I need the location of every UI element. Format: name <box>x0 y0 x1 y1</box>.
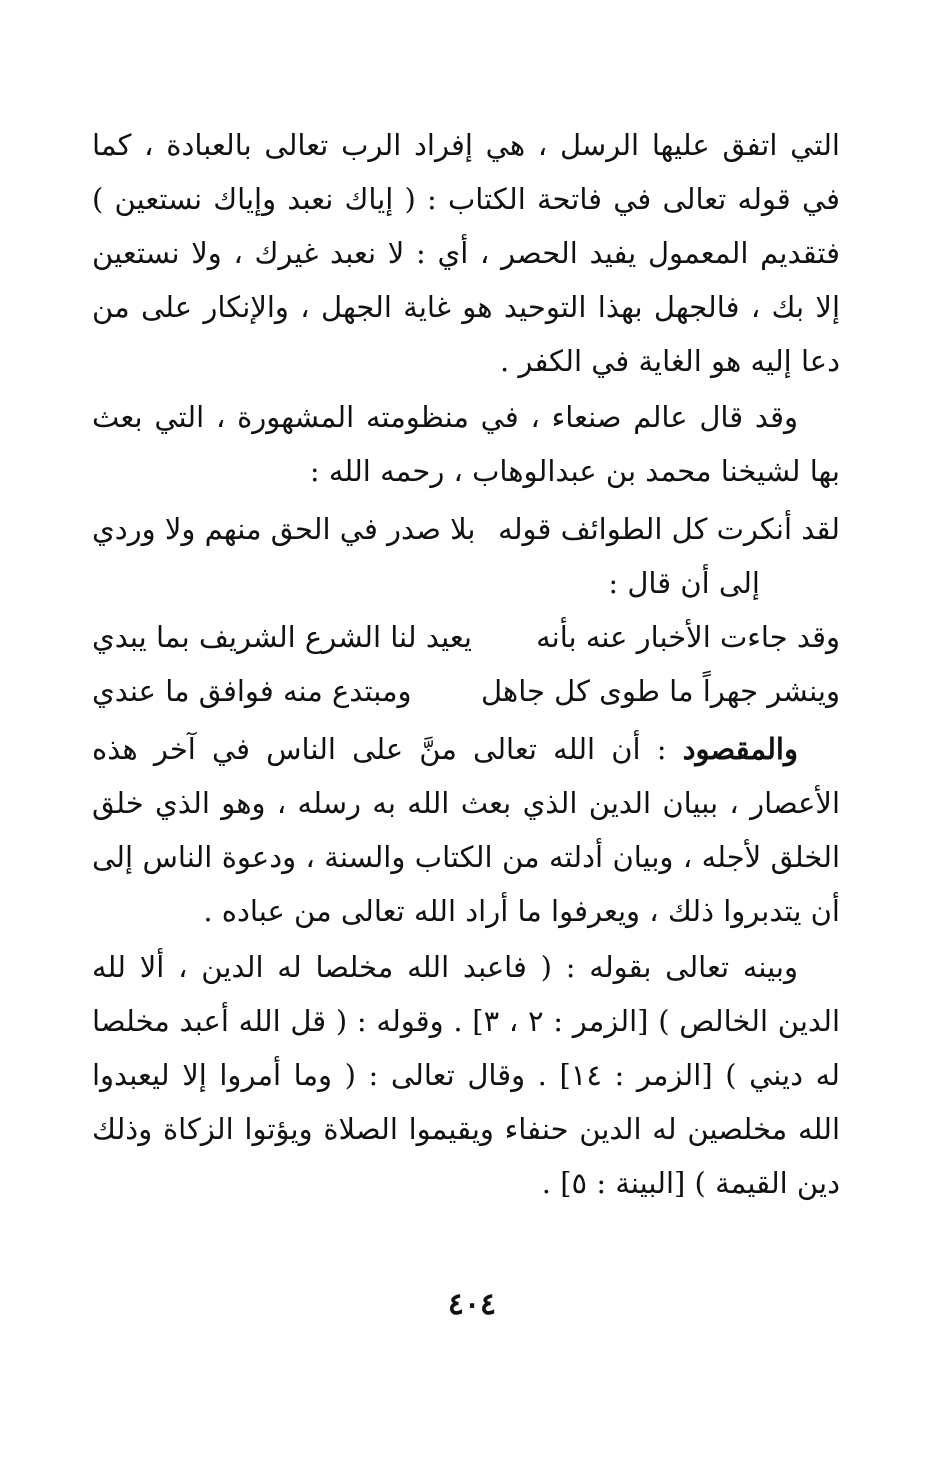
poem-interlude: إلى أن قال : <box>608 566 760 600</box>
page-number: ٤٠٤ <box>447 1287 497 1322</box>
poem-verse-3 <box>92 664 840 718</box>
maqsud-text: : أن الله تعالى منَّ على الناس في آخر هذه الأعصار ، ببيان الدين الذي بعث الله به رسله ، وهو الذي خلق الخلق لأجله ، وبيان أدلته من الكتاب والسنة ، ودعوة الناس إلى أن يتدبروا ذلك ، ويعرفوا ما أراد الله تعالى من عباده . <box>92 732 840 928</box>
hemistich-second: ومبتدع منه فوافق ما عندي <box>92 674 412 708</box>
body-text <box>92 118 840 1210</box>
hemistich-second: يعيد لنا الشرع الشريف بما يبدي <box>92 620 472 654</box>
paragraph-quran-verses: وبينه تعالى بقوله : ( فاعبد الله مخلصا له الدين ، ألا لله الدين الخالص ) [الزمر : ٢ ، ٣] . وقوله : ( قل الله أعبد مخلصا له ديني ) [الزمر : ١٤] . وقال تعالى : ( وما أمروا إلا ليعبدوا الله مخلصين له الدين حنفاء ويقيموا الصلاة ويؤتوا الزكاة وذلك دين القيمة ) [البينة : ٥] . <box>92 950 841 1200</box>
paragraph-tawhid: التي اتفق عليها الرسل ، هي إفراد الرب تعالى بالعبادة ، كما في قوله تعالى في فاتحة الكتاب : ( إياك نعبد وإياك نستعين ) فتقديم المعمول يفيد الحصر ، أي : لا نعبد غيرك ، ولا نستعين إلا بك ، فالجهل بهذا التوحيد هو غاية الجهل ، والإنكار على من دعا إليه هو الغاية في الكفر . <box>92 128 840 378</box>
hemistich-first: لقد أنكرت كل الطوائف قوله <box>498 512 840 546</box>
maqsud-lead: والمقصود <box>682 732 798 766</box>
paragraph-maqsud <box>92 722 840 938</box>
hemistich-first: وقد جاءت الأخبار عنه بأنه <box>536 620 840 654</box>
paragraph-sanaa-scholar: وقد قال عالم صنعاء ، في منظومته المشهورة ، التي بعث بها لشيخنا محمد بن عبدالوهاب ، رحمه الله : <box>92 400 840 488</box>
poem-verse-1 <box>92 502 840 556</box>
hemistich-second: بلا صدر في الحق منهم ولا وردي <box>92 512 476 546</box>
poem <box>92 502 840 718</box>
poem-verse-2 <box>92 610 840 664</box>
hemistich-first: وينشر جهراً ما طوى كل جاهل <box>480 674 840 708</box>
